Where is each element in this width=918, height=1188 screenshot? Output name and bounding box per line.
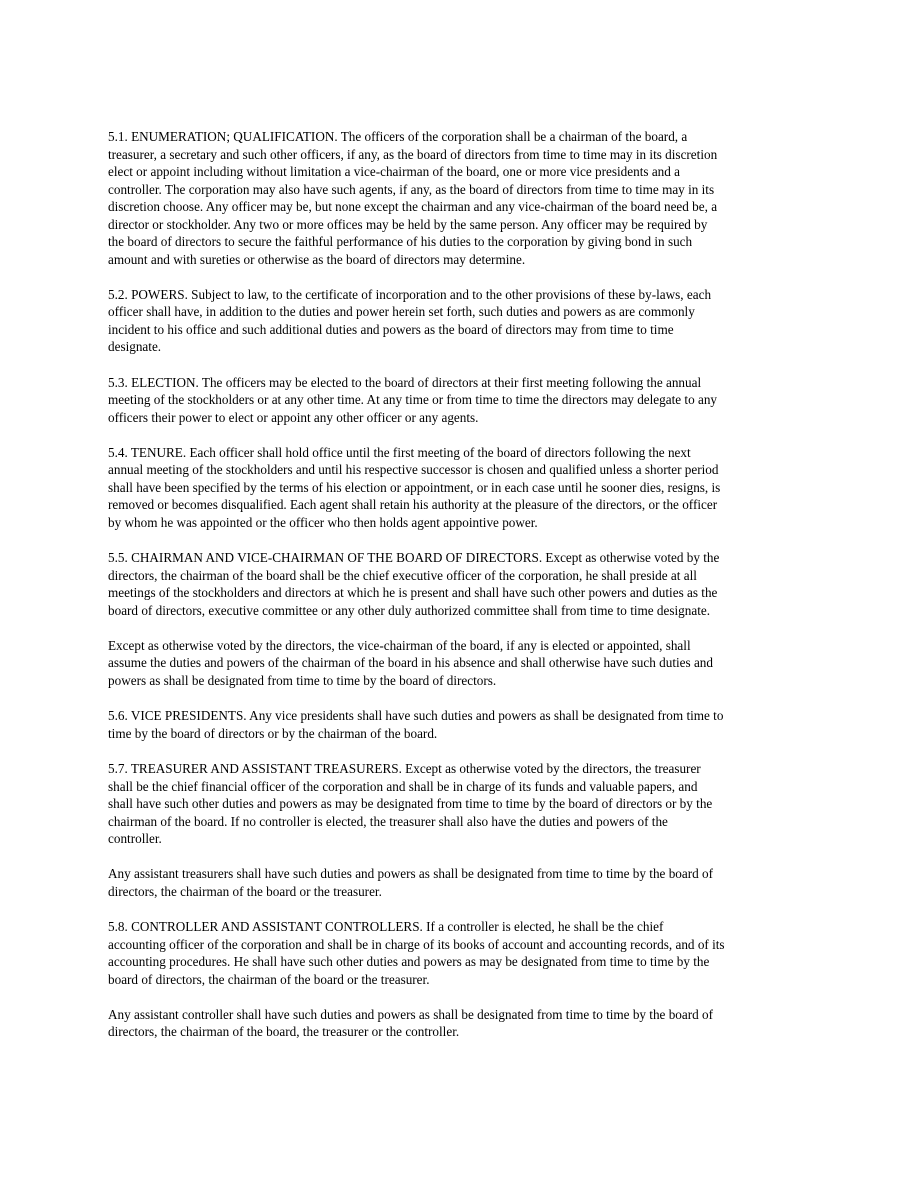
paragraph-5-2-powers [108, 286, 813, 356]
paragraph-5-8-controller [108, 918, 813, 988]
text-line: incident to his office and such additional duties and powers as the board of directors may from time to time [108, 321, 674, 337]
document-body [108, 128, 813, 1059]
text-line: amount and with sureties or otherwise as the board of directors may determine. [108, 251, 526, 267]
text-line: assume the duties and powers of the chairman of the board in his absence and shall otherwise have such duties and [108, 655, 713, 671]
text-line: Any assistant controller shall have such duties and powers as shall be designated from time to time by the board of [108, 1006, 714, 1022]
text-line: 5.5. CHAIRMAN AND VICE-CHAIRMAN OF THE BOARD OF DIRECTORS. Except as otherwise voted by the [108, 550, 720, 566]
text-line: director or stockholder. Any two or more offices may be held by the same person. Any officer may be required by [108, 216, 708, 232]
text-line: annual meeting of the stockholders and until his respective successor is chosen and qualified unless a shorter period [108, 462, 719, 478]
text-line: controller. [108, 831, 162, 847]
text-line: directors, the chairman of the board, the treasurer or the controller. [108, 1024, 460, 1040]
paragraph-5-1-enumeration-qualification [108, 128, 813, 268]
text-line: directors, the chairman of the board or the treasurer. [108, 883, 382, 899]
text-line: the board of directors to secure the faithful performance of his duties to the corporation by giving bond in such [108, 234, 693, 249]
text-line: designate. [108, 339, 162, 355]
text-line: 5.2. POWERS. Subject to law, to the certificate of incorporation and to the other provisions of these by-laws, each [108, 286, 712, 302]
text-line: controller. The corporation may also have such agents, if any, as the board of directors from time to time may in its [108, 181, 715, 197]
text-line: board of directors, executive committee or any other duly authorized committee shall from time to time designate. [108, 602, 711, 618]
paragraph-5-5-vice-chairman [108, 637, 813, 690]
text-line: board of directors, the chairman of the board or the treasurer. [108, 971, 430, 987]
text-line: accounting procedures. He shall have such other duties and powers as may be designated from time to time by the [108, 954, 710, 970]
text-line: Except as otherwise voted by the directors, the vice-chairman of the board, if any is elected or appointed, shall [108, 637, 691, 653]
text-line: shall have such other duties and powers as may be designated from time to time by the board of directors or by the [108, 796, 713, 812]
text-line: removed or becomes disqualified. Each agent shall retain his authority at the pleasure of the directors, or the officer [108, 497, 718, 513]
text-line: powers as shall be designated from time to time by the board of directors. [108, 672, 497, 688]
text-line: accounting officer of the corporation and shall be in charge of its books of account and accounting records, and of its [108, 936, 725, 952]
text-line: treasurer, a secretary and such other officers, if any, as the board of directors from time to time may in its discretion [108, 146, 718, 162]
paragraph-5-8-assistant-controller [108, 1006, 813, 1041]
paragraph-5-4-tenure [108, 444, 813, 532]
text-line: officer shall have, in addition to the duties and power herein set forth, such duties and powers as are commonly [108, 304, 695, 320]
text-line: 5.1. ENUMERATION; QUALIFICATION. The officers of the corporation shall be a chairman of the board, a [108, 129, 688, 144]
paragraph-5-7-treasurer [108, 760, 813, 848]
text-line: shall have been specified by the terms of his election or appointment, or in each case until he sooner dies, resigns, is [108, 479, 721, 495]
text-line: elect or appoint including without limitation a vice-chairman of the board, one or more vice presidents and a [108, 164, 681, 179]
text-line: meetings of the stockholders and directors at which he is present and shall have such other powers and duties as the [108, 585, 718, 601]
text-line: 5.7. TREASURER AND ASSISTANT TREASURERS. Except as otherwise voted by the directors, the treasurer [108, 761, 701, 777]
text-line: 5.4. TENURE. Each officer shall hold office until the first meeting of the board of directors following the next [108, 444, 691, 460]
text-line: time by the board of directors or by the chairman of the board. [108, 725, 438, 741]
paragraph-5-5-chairman [108, 549, 813, 619]
paragraph-5-3-election [108, 374, 813, 427]
text-line: 5.6. VICE PRESIDENTS. Any vice presidents shall have such duties and powers as shall be designated from time to [108, 708, 724, 724]
paragraph-5-6-vice-presidents [108, 707, 813, 742]
text-line: meeting of the stockholders or at any other time. At any time or from time to time the directors may delegate to any [108, 392, 718, 408]
text-line: directors, the chairman of the board shall be the chief executive officer of the corporation, he shall preside at all [108, 567, 697, 583]
text-line: shall be the chief financial officer of the corporation and shall be in charge of its funds and valuable papers, and [108, 778, 698, 794]
text-line: 5.3. ELECTION. The officers may be elected to the board of directors at their first meeting following the annual [108, 374, 702, 390]
text-line: officers their power to elect or appoint any other officer or any agents. [108, 409, 479, 425]
paragraph-5-7-assistant-treasurers [108, 865, 813, 900]
text-line: 5.8. CONTROLLER AND ASSISTANT CONTROLLERS. If a controller is elected, he shall be the chief [108, 919, 664, 935]
text-line: Any assistant treasurers shall have such duties and powers as shall be designated from time to time by the board of [108, 866, 714, 882]
text-line: chairman of the board. If no controller is elected, the treasurer shall also have the duties and powers of the [108, 813, 668, 829]
text-line: discretion choose. Any officer may be, but none except the chairman and any vice-chairman of the board need be, a [108, 199, 718, 214]
text-line: by whom he was appointed or the officer who then holds agent appointive power. [108, 514, 538, 530]
